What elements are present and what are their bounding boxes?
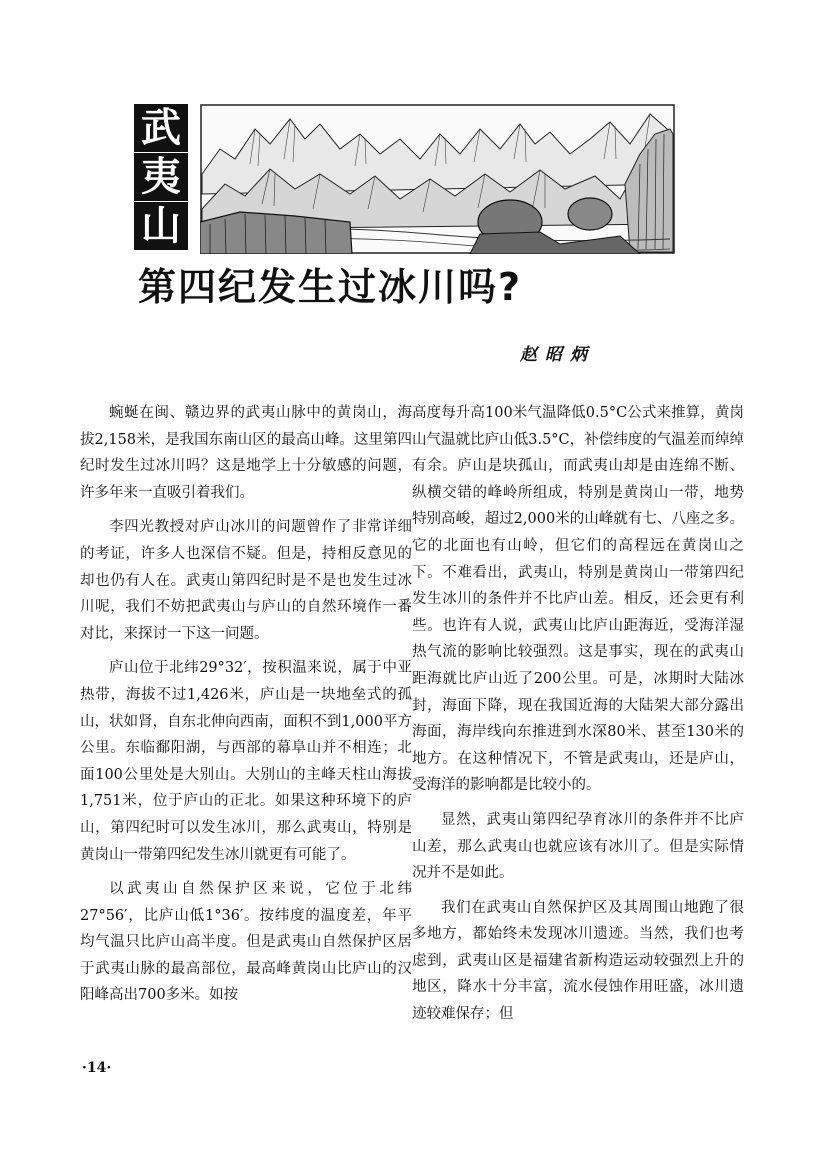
paragraph: 以武夷山自然保护区来说，它位于北纬27°56′，比庐山低1°36′。按纬度的温度差，年平均气温只比庐山高半度。但是武夷山自然保护区居于武夷山脉的最高部位，最高峰黄岗山比庐山的汉阳峰高出700多米。如按	[80, 881, 412, 1004]
paragraph: 高度每升高100米气温降低0.5°C公式来推算，黄岗山气温就比庐山低3.5°C，补偿纬度的气温差而绰绰有余。庐山是块孤山，而武夷山却是由连绵不断、纵横交错的峰岭所组成，特别是黄岗山一带，地势特别高峻，超过2,000米的山峰就有七、八座之多。它的北面也有山岭，但它们的高程远在黄岗山之下。不难看出，武夷山，特别是黄岗山一带第四纪发生冰川的条件并不比庐山差。相反，还会更有利些。也许有人说，武夷山比庐山距海近，受海洋湿热气流的影响比较强烈。这是事实，现在的武夷山距海就比庐山近了200公里。可是，冰期时大陆冰封，海面下降，现在我国近海的大陆架大部分露出海面，海岸线向东推进到水深80米、甚至130米的地方。在这种情况下，不管是武夷山，还是庐山，受海洋的影响都是比较小的。	[412, 405, 744, 794]
author-name: 赵昭炳	[520, 345, 595, 365]
page-number: ·14·	[82, 1060, 112, 1076]
paragraph: 蜿蜒在闽、赣边界的武夷山脉中的黄岗山，海拔2,158米，是我国东南山区的最高山峰。这里第四纪时发生过冰川吗？这是地学上十分敏感的问题，许多年来一直吸引着我们。	[80, 405, 412, 501]
paragraph: 庐山位于北纬29°32′，按积温来说，属于中亚热带，海拔不过1,426米，庐山是一块地垒式的孤山，状如肾，自东北伸向西南，面积不到1,000平方公里。东临鄱阳湖，与西部的幕阜山并不相连；北面100公里处是大别山。大别山的主峰天柱山海拔1,751米，位于庐山的正北。如果这种环境下的庐山，第四纪时可以发生冰川，那么武夷山，特别是黄岗山一带第四纪发生冰川就更有可能了。	[80, 660, 412, 863]
mountain-illustration	[200, 104, 675, 254]
title-block	[134, 104, 188, 250]
paragraph: 李四光教授对庐山冰川的问题曾作了非常详细的考证，许多人也深信不疑。但是，持相反意见的却也仍有人在。武夷山第四纪时是不是也发生过冰川呢，我们不妨把武夷山与庐山的自然环境作一番对比，来探讨一下这一问题。	[80, 519, 412, 642]
title-char: 山	[134, 202, 188, 250]
right-column	[412, 400, 744, 1036]
left-column	[80, 400, 412, 1017]
article-subtitle: 第四纪发生过冰川吗?	[138, 265, 523, 309]
title-char: 夷	[134, 153, 188, 201]
title-char: 武	[134, 104, 188, 152]
paragraph: 显然，武夷山第四纪孕育冰川的条件并不比庐山差，那么武夷山也就应该有冰川了。但是实际情况并不是如此。	[412, 811, 744, 882]
paragraph: 我们在武夷山自然保护区及其周围山地跑了很多地方，都始终未发现冰川遗迹。当然，我们也考虑到，武夷山区是福建省新构造运动较强烈上升的地区，降水十分丰富，流水侵蚀作用旺盛，冰川遗迹较难保存；但	[412, 899, 744, 1023]
